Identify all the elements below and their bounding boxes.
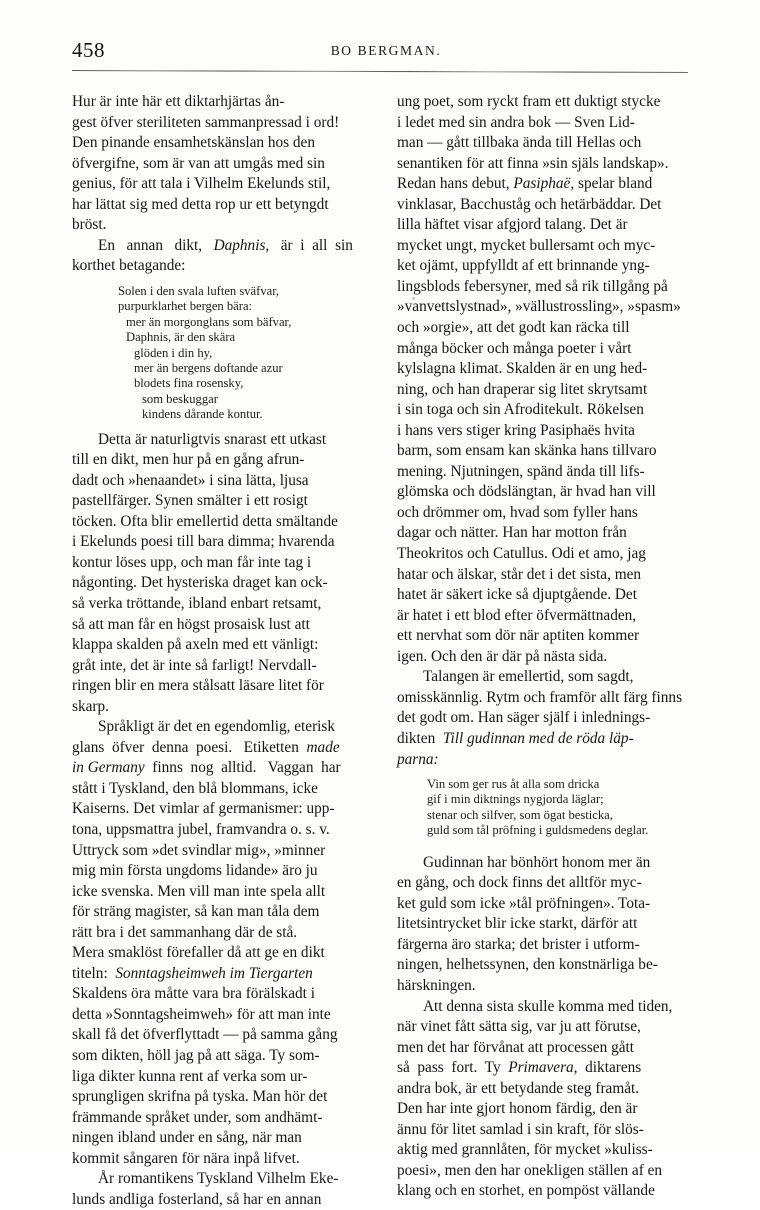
text-line: vinklasar, Bacchuståg och hetärbäddar. Det: [397, 195, 662, 213]
text-line: »vanvettslystnad», »vällustrossling», »spasm»: [397, 298, 681, 316]
text-line: ket ojämt, uppfylldt af ett brinnande yng-: [397, 257, 650, 275]
text-line: klappa skalden på axeln med ett vänligt:: [72, 636, 319, 654]
text-line: korthet betagande:: [72, 257, 186, 275]
text-line: Uttryck som »det svindlar mig», »minner: [72, 841, 326, 859]
text-line: in Germany finns nog alltid. Vaggan har: [72, 759, 341, 777]
verse-block-gudinnan: [397, 777, 688, 839]
text-line: mig min första ungdoms lidande» äro ju: [72, 862, 318, 880]
paragraph-l5: [72, 1169, 363, 1210]
text-line: dagar och nätter. Han har motton från: [397, 524, 627, 542]
text-line: [397, 750, 688, 771]
verse-line: Daphnis, är den skära: [126, 330, 236, 345]
text-line: dadt och »henaandet» i sina lätta, ljusa: [72, 471, 309, 489]
text-line: Att denna sista skulle komma med tiden,: [423, 997, 673, 1015]
text-line: färgerna äro starka; det brister i utform-: [397, 935, 640, 953]
verse-line: guld som tål pröfning i guldsmedens deglar.: [427, 823, 649, 838]
page-number: 458: [72, 38, 105, 62]
text-line: skarp.: [72, 697, 109, 715]
verse-line: purpurklarhet bergen bära:: [118, 299, 253, 314]
text-line: som dikten, höll jag på att säga. Ty som-: [72, 1046, 320, 1064]
work-title-sonntagsheimweh: Sonntagsheimweh im Tiergarten: [115, 964, 313, 982]
text-line: Den pinande ensamhetskänslan hos den: [72, 134, 315, 152]
text-line: ningen, helhetssynen, den konstnärliga be-: [397, 956, 658, 974]
text-line: dikten Till gudinnan med de röda läp-: [397, 729, 634, 747]
text-line: Mera smaklöst förefaller då att ge en dikt: [72, 944, 325, 962]
text-line: Skaldens öra måtte vara bra förälskadt i: [72, 985, 315, 1003]
text-line: har lättat sig med detta rop ur ett betyngdt: [72, 195, 329, 213]
text-line: ningen ibland under en sång, när man: [72, 1129, 302, 1147]
text-line: någonting. Det hysteriska draget kan ock-: [72, 574, 328, 592]
text-line: öfvergifne, som är van att umgås med sin: [72, 154, 325, 172]
text-line: titeln: Sonntagsheimweh im Tiergarten: [72, 964, 313, 982]
text-line: Den har inte gjort honom färdig, den är: [397, 1100, 638, 1118]
text-line: hatar och älskar, står det i det sista, men: [397, 565, 642, 583]
text-line: mening. Njutningen, spänd ända till lifs-: [397, 462, 645, 480]
paragraph-l3: [72, 430, 363, 718]
text-line: i sin toga och sin Afroditekult. Rökelsen: [397, 401, 644, 419]
verse-line: kindens dårande kontur.: [142, 407, 263, 422]
text-line: i ledet med sin andra bok — Sven Lid-: [397, 113, 635, 131]
text-line: så pass fort. Ty Primavera, diktarens: [397, 1059, 642, 1077]
text-line: ringen blir en mera stålsatt läsare litet för: [72, 677, 324, 695]
verse-line: glöden i din hy,: [134, 345, 213, 360]
two-column-body: [72, 92, 688, 1210]
header-rule: [72, 70, 688, 73]
text-line: tona, uppsmattra jubel, framvandra o. s. v.: [72, 820, 330, 838]
phrase-made: made: [306, 738, 340, 756]
text-line: Hur är inte här ett diktarhjärtas ån-: [72, 93, 285, 110]
text-line: främmande språket under, som andhämt-: [72, 1108, 323, 1126]
text-line: många böcker och många poeter i vårt: [397, 339, 632, 357]
text-line: kommit sångaren för nära inpå lifvet.: [72, 1149, 300, 1167]
text-line: när vinet fått sätta sig, var ju att förutse,: [397, 1018, 641, 1036]
verse-line: mer än bergens doftande azur: [134, 360, 283, 375]
text-line: hatet är säkert icke så djuptgående. Det: [397, 586, 637, 604]
text-line: ung poet, som ryckt fram ett duktigt stycke: [397, 93, 661, 110]
text-line: kontur löses upp, och man får inte tag i: [72, 553, 312, 571]
work-title-pasiphae: Pasiphaë,: [513, 175, 575, 193]
text-line: kylslagna klimat. Skalden är en ung hed-: [397, 360, 648, 378]
text-line: det godt om. Han säger själf i inlednings-: [397, 709, 651, 727]
text-line: för sträng magister, så kan man tåla dem: [72, 903, 320, 921]
text-line: töcken. Ofta blir emellertid detta smältande: [72, 512, 338, 530]
text-line: omisskännlig. Rytm och framför allt färg finns: [397, 688, 683, 706]
paragraph-l4: [72, 717, 363, 1169]
text-line: till en dikt, men hur på en gång afrun-: [72, 451, 305, 469]
text-line: Gudinnan har bönhört honom mer än: [423, 853, 651, 871]
text-line: ännu för litet samlad i sin kraft, för slös-: [397, 1120, 644, 1138]
text-line: så att man får en högst prosaisk lust att: [72, 615, 310, 633]
text-line: lilla häftet visar afgjord talang. Det är: [397, 216, 628, 234]
text-line: litetsintrycket blir icke starkt, därför att: [397, 915, 638, 933]
paragraph-r3: [397, 853, 688, 997]
text-line: ett nervhat som dör när aptiten kommer: [397, 627, 640, 645]
text-line: Detta är naturligtvis snarast ett utkast: [98, 430, 327, 448]
paragraph-r2: [397, 667, 688, 770]
text-line: aktig med grannlåten, för mycket »kuliss-: [397, 1141, 653, 1159]
text-line: så verka tröttande, ibland enbart retsamt,: [72, 594, 322, 612]
right-column: [397, 92, 688, 1210]
verse-line: Vin som ger rus åt alla som dricka: [427, 777, 600, 792]
text-line: igen. Och den är där på nästa sida.: [397, 647, 608, 665]
text-line: ning, och han draperar sig litet skrytsamt: [397, 380, 648, 398]
text-line: icke svenska. Men vill man inte spela allt: [72, 882, 326, 900]
work-title-till-gudinnan-cont: parna:: [397, 750, 439, 768]
text-line: barm, som ensam kan skänka hans tillvaro: [397, 442, 657, 460]
text-line: År romantikens Tyskland Vilhelm Eke-: [98, 1170, 339, 1188]
work-title-till-gudinnan: Till gudinnan med de röda läp-: [442, 729, 634, 747]
text-line: skall få det öfverflyttadt — på samma gång: [72, 1026, 338, 1044]
phrase-in-germany: in Germany: [72, 759, 145, 777]
running-title: BO BERGMAN.: [330, 43, 442, 58]
text-line: sprungligen skrifna på tyska. Man hör det: [72, 1088, 328, 1106]
verse-line: blodets fina rosensky,: [134, 376, 244, 391]
verse-line: mer än morgonglans som bäfvar,: [126, 314, 292, 329]
text-line: poesi», men den har onekligen ställen af en: [397, 1161, 663, 1179]
text-line: mycket ungt, mycket bullersamt och myc-: [397, 236, 656, 254]
paragraph-r1: [397, 92, 688, 667]
text-line: och »orgie», att det godt kan räcka till: [397, 319, 630, 337]
left-column: [72, 92, 363, 1210]
text-line: liga dikter kunna rent af verka som ur-: [72, 1067, 308, 1085]
text-line: Theokritos och Catullus. Odi et amo, jag: [397, 545, 646, 563]
text-line: pastellfärger. Synen smälter i ett rosigt: [72, 492, 308, 510]
text-line: Språkligt är det en egendomlig, eterisk: [98, 718, 336, 736]
work-title-daphnis: Daphnis: [213, 236, 266, 254]
text-line: i Ekelunds poesi till bara dimma; hvarenda: [72, 533, 335, 551]
text-line: ket guld som icke »tål pröfningen». Tota-: [397, 894, 651, 912]
text-line: Talangen är emellertid, som sagdt,: [423, 668, 634, 686]
verse-line: som beskuggar: [142, 391, 218, 406]
text-line: lingsblods febersyner, med så rik tillgång på: [397, 277, 668, 295]
text-line: glans öfver denna poesi. Etiketten made: [72, 738, 340, 756]
text-line: Redan hans debut, Pasiphaë, spelar bland: [397, 175, 653, 193]
text-line: härskningen.: [397, 976, 476, 994]
text-line: en gång, och dock finns det alltför myc-: [397, 874, 642, 892]
work-title-primavera: Primavera,: [508, 1059, 578, 1077]
verse-line: gif i min diktnings nygjorda läglar;: [427, 792, 604, 807]
text-line: stått i Tyskland, den blå blommans, icke: [72, 779, 318, 797]
paragraph-r4: [397, 997, 688, 1202]
text-line: lunds andliga fosterland, så har en annan: [72, 1190, 322, 1208]
text-line: bröst.: [72, 216, 107, 234]
text-line: och drömmer om, hvad som fyller hans: [397, 503, 638, 521]
text-line: gest öfver steriliteten sammanpressad i ord!: [72, 113, 340, 131]
verse-line: stenar och silfver, som ögat besticka,: [427, 807, 613, 822]
verse-line: Solen i den svala luften sväfvar,: [118, 283, 280, 298]
text-line: senantiken för att finna »sin själs landskap».: [397, 154, 669, 172]
text-line: glömska och dödslängtan, är hvad han vill: [397, 483, 656, 501]
text-line: klang och en storhet, en pompöst vällande: [397, 1182, 655, 1200]
text-line: är hatet i ett blod efter öfvermättnaden,: [397, 606, 637, 624]
text-line: gråt inte, det är inte så farligt! Nervdall-: [72, 656, 317, 674]
paragraph-l2: [72, 236, 363, 277]
paragraph-l1: [72, 92, 363, 236]
running-head: [72, 38, 700, 68]
text-line: genius, för att tala i Vilhelm Ekelunds stil,: [72, 175, 331, 193]
text-line: rätt bra i det sammanhang där de stå.: [72, 923, 298, 941]
text-line: i hans vers stiger kring Pasiphaës hvita: [397, 421, 635, 439]
text-line: men det har förvånat att processen gått: [397, 1038, 635, 1056]
text-line: En annan dikt, Daphnis, är i all sin: [98, 236, 353, 254]
text-line: Kaiserns. Det vimlar af germanismer: upp-: [72, 800, 335, 818]
text-line: detta »Sonntagsheimweh» för att man inte: [72, 1005, 331, 1023]
text-line: andra bok, är ett betydande steg framåt.: [397, 1079, 640, 1097]
verse-block-daphnis: [72, 284, 363, 423]
text-line: man — gått tillbaka ända till Hellas och: [397, 134, 642, 152]
